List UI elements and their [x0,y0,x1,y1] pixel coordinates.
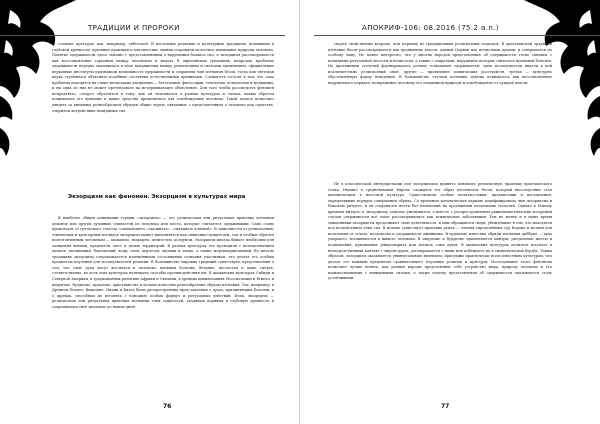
section-heading: Экзорцизм как феномен. Экзорцизм в культурах мира [68,194,246,200]
paragraph-top-left: сточные культуры, как, например, тибетской. В восточных религиях и культурных традициях, возникших в глубокой древности, духовные практики и мистические знания сохраняли целостное понимание природы человека. Понятие одержимости здесь связано с представлениями о нарушении баланса сил, а экзорцизм рассматривается как восстановление гармонии между человеком и миром. В европейских традициях, напротив, проблема одержимости нередко оказывалась в поле напряжения между религиозным и светским мышлением: официальные церковные институты признавали возможность одержимости и сохраняли чин изгнания бесов, тогда как светская наука стремилась объяснить подобные состояния естественными причинами. Сложность состоит в том, что сама проблема находится на стыке нескольких дисциплин — богословия, философии, этнологии, психологии и медицины, и ни одна из них не может претендовать на исчерпывающее объяснение. Для того чтобы рассмотреть феномен непредвзято, следует обратиться к тому, как он описывался в разных культурах и эпохах, каким образом понимались его причины и какие средства применялись для освобождения человека. Такой подход позволяет увидеть за внешним разнообразием обрядов общие черты, связанные с представлением о человеке как существе, открытом воздействию невидимых сил. [52,42,274,113]
paragraph-top-right: скорее свойственны второму, чем первому из традиционных религиозных подходов. В христианской традиции изгнание бесов рассматривается как проявление власти, данной Церкви над нечистыми духами, и совершается по особому чину. Не менее интересно, что у многих народов представления об одержимости тесно связаны с понятиями ритуальной чистоты и нечистоты, а также с запретами, нарушение которых считалось причиной болезни. На протяжении столетий формировались разные толкования одержимости: одни исследователи видели в ней исключительно религиозный опыт, другие — проявление психических расстройств, третьи — культурно обусловленную форму поведения. В большинстве случаев изгнание демона понималось как восстановление нарушенного порядка, возвращение человеку его подлинной природы и освобождение от чуждой власти. [328,42,552,85]
running-head-left: ТРАДИЦИИ И ПРОРОКИ [88,24,180,32]
right-page [300,0,600,424]
header-rule-right [314,35,600,36]
header-rule-left [0,35,285,36]
paragraph-lower-left: В наиболее общем понимании термин «экзорцизм» — это религиозная или ритуальная практика изгнания демонов или других духовных сущностей из человека или места, которые считаются одержимыми. Само слово происходит от греческого глагола, означающего «заклинать», «связывать клятвой». В зависимости от религиозных, этнических и культурных взглядов экзорцизм может выполняться как священнослужителем, так и особым образом подготовленным человеком — шаманом, знахарем, целителем, колдуном. Экзорцизм иногда бывает необходим для очищения жилищ, предметов, мест и целых территорий. В разных культурах его проводили с использованием молитв, заклинаний, благовоний, воды, огня, амулетов, музыки и танца, а также жертвоприношений. Во многих традициях экзорцизм сопровождается изменёнными состояниями сознания участников, что делает его особым предметом изучения для исследователей религии. В большинстве мировых традиций существуют представления о том, что злые духи могут вселяться в человека, вызывая болезни, безумие, несчастья и даже смерть; соответственно, во всех этих культурах возникали способы противодействия им. В шаманских культурах Сибири и Северной Америки, в традиционных религиях Африки и Океании, в древних цивилизациях Месопотамии и Египта, в индуизме, буддизме, иудаизме, христианстве и исламе известны разнообразные обряды изгнания. Так, например, в Древнем Египте, Вавилоне, Индии и Китае были распространены представления о духах, причиняющих болезни, и о жрецах, способных их изгонять с помощью особых формул и ритуальных действий. Итак, экзорцизм — религиозная или ритуальная практика изгнания злых сущностей, уходящая корнями в глубокую древность и сохраняющая своё значение до наших дней. [52,216,274,309]
paragraph-lower-right: Не в классической интерпретации под экзорцизмом принято понимать религиозную практику христианского толка. Именно в средневековой Европе сложился тот образ изгонителя бесов, который впоследствии стал каноническим в массовой культуре. Существовали особые молитвословия, предписания и наставления, определявшие порядок совершения обряда. Со временем католическая церковь кодифицировала чин экзорцизма в Римском ритуале, и он сохранялся почти без изменений на протяжении нескольких столетий. Однако к Новому времени интерес к экзорцизму заметно уменьшился, а вместе с распространением рационалистических воззрений случаи одержимости всё чаще рассматривались как психические заболевания. Тем не менее и в наше время священники-экзорцисты продолжают свою деятельность, к ним обращаются люди, убеждённые в том, что находятся под воздействием злых сил. В исламе существует практика рукъя — чтения определённых сур Корана и молитв для исцеления от сглаза, колдовства и одержимости джиннами. В иудаизме известны обряды изгнания диббука — духа умершего, вселившегося в живого человека. В индуизме и буддизме применяются мантры, ритуальные жесты и подношения, призванные умиротворить или изгнать злых духов. В шаманских культурах целитель вступает в непосредственный контакт с миром духов, договаривается с ними или побеждает их в символической борьбе. Таким образом, экзорцизм оказывается универсальным явлением, присущим практически всем известным культурам, что делает его важным предметом сравнительного изучения религии и культуры. Исследование этого феномена позволяет лучше понять, как разные народы представляли себе устройство мира, природу человека и его взаимоотношения с невидимыми силами, а также почему представления об одержимости оказываются столь устойчивыми. [328,182,552,281]
page-number-right: 77 [441,403,450,410]
running-head-right: АПОКРИФ-106: 08.2016 (75.2 a.n.) [362,24,499,32]
page-number-left: 76 [163,403,172,410]
